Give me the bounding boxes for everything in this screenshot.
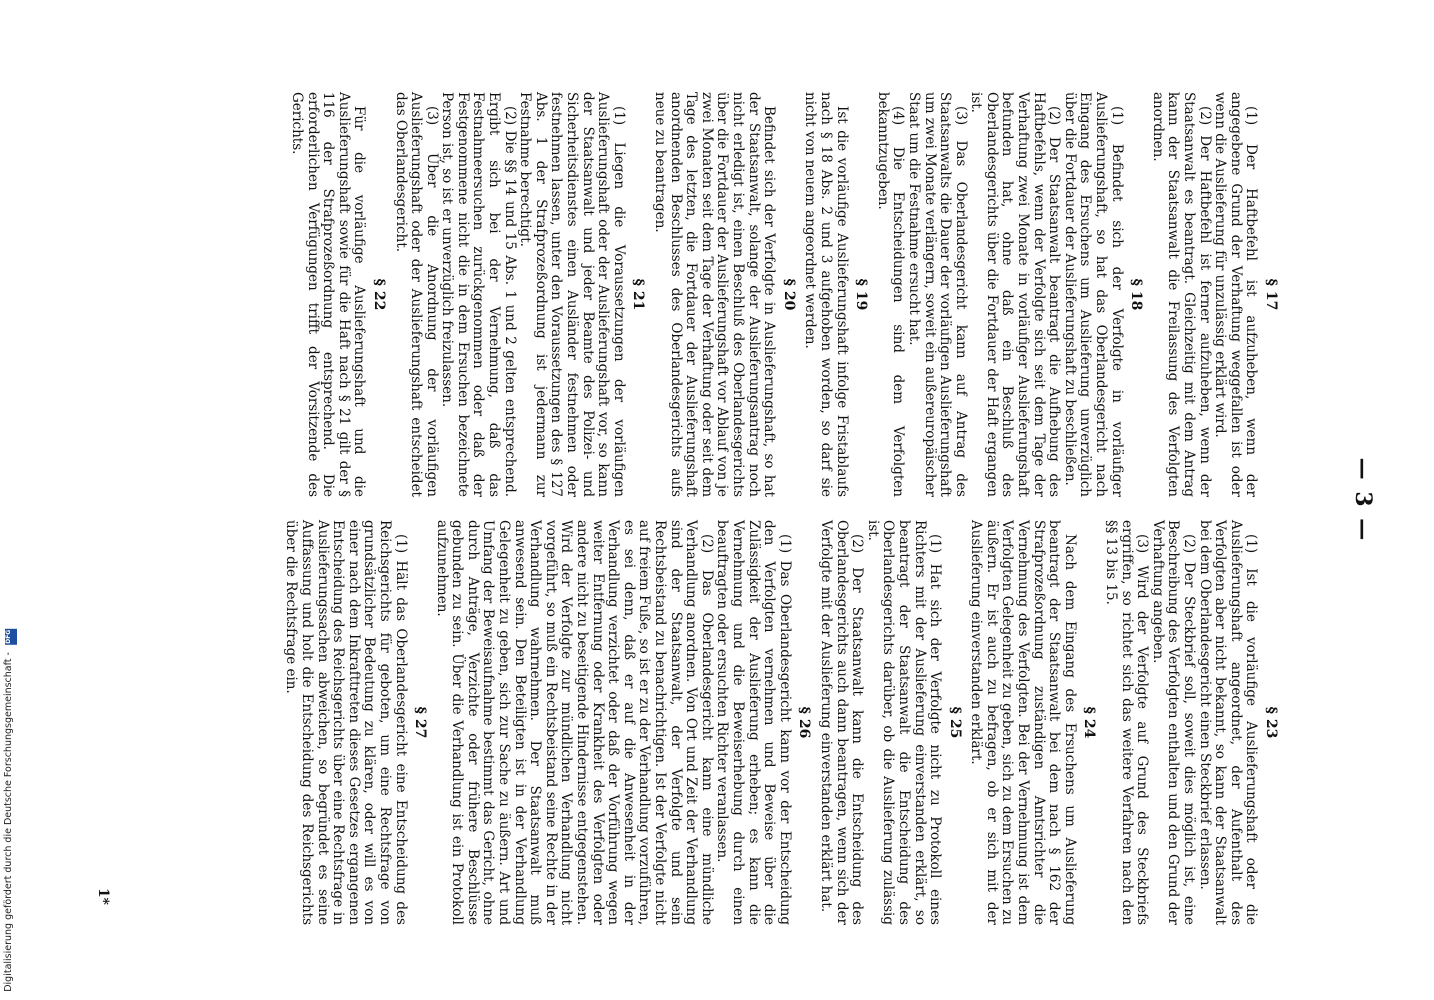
- section-paragraph: (1) Hält das Oberlandesgericht eine Entscheidung des Reichsgerichts für geboten, um eine Rechtsfrage von grundsätzlicher Bedeutung zu klären, oder will es von einer nach dem Inkrafttreten dieses Gesetzes ergangenen Entscheidung des Reichsgerichts über eine Rechtsfrage in Auslieferungssachen abweichen, so begründet es seine Auffassung und holt die Entscheidung des Reichsgerichts über die Rechtsfrage ein.: [283, 520, 409, 925]
- page-number: — 3 —: [1350, 457, 1376, 543]
- right-column: [283, 520, 1284, 925]
- section-paragraph: (2) Die §§ 14 und 15 Abs. 1 und 2 gelten entsprechend. Ergibt sich bei der Vernehmung, daß das Festnahmeersuchen zurückgenommen oder daß der Festgenommene nicht die in dem Ersuchen bezeichnete Person ist, so ist er unverzüglich freizulassen.: [439, 92, 518, 497]
- section-paragraph: (3) Wird der Verfolgte auf Grund des Steckbriefs ergriffen, so richtet sich das weitere Verfahren nach den §§ 13 bis 15.: [1103, 520, 1151, 925]
- section-paragraph: (1) Der Haftbefehl ist aufzuheben, wenn der angegebene Grund der Verhaftung weggefallen ist oder wenn die Auslieferung für unzulässig erklärt wird.: [1212, 92, 1260, 497]
- section-paragraph: (2) Das Oberlandesgericht kann eine mündliche Verhandlung anordnen. Von Ort und Zeit der Verhandlung sind der Staatsanwalt, der Verfolgte und sein Rechtsbeistand zu benachrichtigen. Ist der Verfolgte nicht auf freiem Fuße, so ist er zu der Verhandlung vorzuführen, es sei denn, daß er auf die Anwesenheit in der Verhandlung verzichtet oder daß der Vorführung wegen weiter Entfernung oder Krankheit des Verfolgten oder andere nicht zu beseitigende Hindernisse entgegenstehen. Wird der Verfolgte zur mündlichen Verhandlung nicht vorgeführt, so muß ein Rechtsbeistand seine Rechte in der Verhandlung wahrnehmen. Der Staatsanwalt muß anwesend sein. Den Beteiligten ist in der Verhandlung Gelegenheit zu geben, sich zur Sache zu äußern. Art und Umfang der Beweisaufnahme bestimmt das Gericht, ohne durch Anträge, Verzichte oder frühere Beschlüsse gebunden zu sein. Über die Verhandlung ist ein Protokoll aufzunehmen.: [433, 520, 715, 925]
- section-heading: § 24: [1081, 706, 1098, 739]
- section-heading: § 22: [370, 278, 387, 311]
- section-paragraph: (1) Liegen die Voraussetzungen der vorläufigen Auslieferungshaft oder der Auslieferungshaft vor, so kann der Staatsanwalt und jeder Beamte des Polizei- und Sicherheitsdienstes einen Ausländer festnehmen oder festnehmen lassen, unter den Voraussetzungen des § 127 Abs. 1 der Strafprozeßordnung ist jedermann zur Festnahme berechtigt.: [517, 92, 627, 497]
- digitization-credit: [0, 0, 20, 1000]
- section-heading: § 20: [780, 278, 797, 311]
- section-paragraph: Nach dem Eingang des Ersuchens um Auslieferung beantragt der Staatsanwalt bei dem nach § 162 der Strafprozeßordnung zuständigen Amtsrichter die Vernehmung des Verfolgten. Bei der Vernehmung ist dem Verfolgten Gelegenheit zu geben, sich zu dem Ersuchen zu äußern. Er ist auch zu befragen, ob er sich mit der Auslieferung einverstanden erklärt.: [968, 520, 1078, 925]
- section-paragraph: (3) Das Oberlandesgericht kann auf Antrag des Staatsanwalts die Dauer der vorläufigen Auslieferungshaft um zwei Monate verlängern, soweit ein außereuropäischer Staat um die Festnahme ersucht hat.: [905, 92, 969, 497]
- section-heading: § 21: [630, 278, 647, 311]
- section-paragraph: (2) Der Haftbefehl ist ferner aufzuheben, wenn der Staatsanwalt es beantragt. Gleichzeitig mit dem Antrag kann der Staatsanwalt die Freilassung des Verfolgten anordnen.: [1149, 92, 1213, 497]
- footer-mark: 1*: [95, 887, 111, 905]
- section-paragraph: Befindet sich der Verfolgte in Auslieferungshaft, so hat der Staatsanwalt, solange der Auslieferungsantrag noch nicht erledigt ist, einen Beschluß des Oberlandesgerichts über die Fortdauer der Auslieferungshaft vor Ablauf von je zwei Monaten seit dem Tage der Verhaftung oder seit dem Tage des letzten, die Fortdauer der Auslieferungshaft anordnenden Beschlusses des Oberlandesgerichts aufs neue zu beantragen.: [652, 92, 778, 497]
- section-heading: § 23: [1263, 706, 1279, 739]
- section-heading: § 17: [1263, 278, 1279, 311]
- section-heading: § 25: [946, 706, 963, 739]
- section-paragraph: (2) Der Staatsanwalt kann die Entscheidung des Oberlandesgerichts auch dann beantragen, wenn sich der Verfolgte mit der Auslieferung einverstanden erklärt hat.: [817, 520, 866, 925]
- section-paragraph: (1) Ist die vorläufige Auslieferungshaft oder die Auslieferungshaft angeordnet, der Aufenthalt des Verfolgten aber nicht bekannt, so kann der Staatsanwalt bei dem Oberlandesgericht einen Steckbrief erlassen.: [1196, 520, 1260, 925]
- credit-label: Digitalisierung gefördert durch die Deutsche Forschungsgemeinschaft -: [3, 652, 14, 992]
- section-paragraph: Ist die vorläufige Auslieferungshaft infolge Fristablaufs nach § 18 Abs. 2 und 3 aufgehoben worden, so darf sie nicht von neuem angeordnet werden.: [802, 92, 850, 497]
- section-paragraph: (2) Der Steckbrief soll, soweit dies möglich ist, eine Beschreibung des Verfolgten enthalten und den Grund der Verhaftung angeben.: [1149, 520, 1198, 925]
- section-heading: § 26: [796, 706, 813, 739]
- section-heading: § 27: [412, 706, 429, 739]
- section-paragraph: (1) Befindet sich der Verfolgte in vorläufiger Auslieferungshaft, so hat das Oberlandesgericht nach Eingang des Ersuchens um Auslieferung unverzüglich über die Fortdauer der Auslieferungshaft zu beschließen.: [1061, 92, 1125, 497]
- section-heading: § 19: [853, 278, 870, 311]
- section-paragraph: Für die vorläufige Auslieferungshaft und die Auslieferungshaft sowie für die Haft nach § 21 gilt der § 116 der Strafprozeßordnung entsprechend. Die erforderlichen Verfügungen trifft der Vorsitzende des Gerichts.: [288, 92, 368, 497]
- dfg-logo: DFG: [5, 629, 17, 645]
- credit-text: [3, 629, 17, 992]
- section-paragraph: (2) Der Staatsanwalt beantragt die Aufhebung des Haftbefehls, wenn der Verfolgte sich seit dem Tage der Verhaftung zwei Monate in vorläufiger Auslieferungshaft befunden hat, ohne daß ein Beschluß des Oberlandesgerichts über die Fortdauer der Haft ergangen ist.: [968, 92, 1063, 497]
- section-paragraph: (3) Über die Anordnung der vorläufigen Auslieferungshaft oder der Auslieferungshaft entscheidet das Oberlandesgericht.: [392, 92, 440, 497]
- section-paragraph: (1) Hat sich der Verfolgte nicht zu Protokoll eines Richters mit der Auslieferung einverstanden erklärt, so beantragt der Staatsanwalt die Entscheidung des Oberlandesgerichts darüber, ob die Auslieferung zulässig ist.: [864, 520, 944, 925]
- section-heading: § 18: [1128, 278, 1145, 311]
- left-column: [288, 92, 1284, 497]
- section-paragraph: (4) Die Entscheidungen sind dem Verfolgten bekanntzugeben.: [874, 92, 907, 497]
- section-paragraph: (1) Das Oberlandesgericht kann vor der Entscheidung den Verfolgten vernehmen und Beweise über die Zulässigkeit der Auslieferung erheben; es kann die Vernehmung und die Beweiserhebung durch einen beauftragten oder ersuchten Richter veranlassen.: [714, 520, 793, 925]
